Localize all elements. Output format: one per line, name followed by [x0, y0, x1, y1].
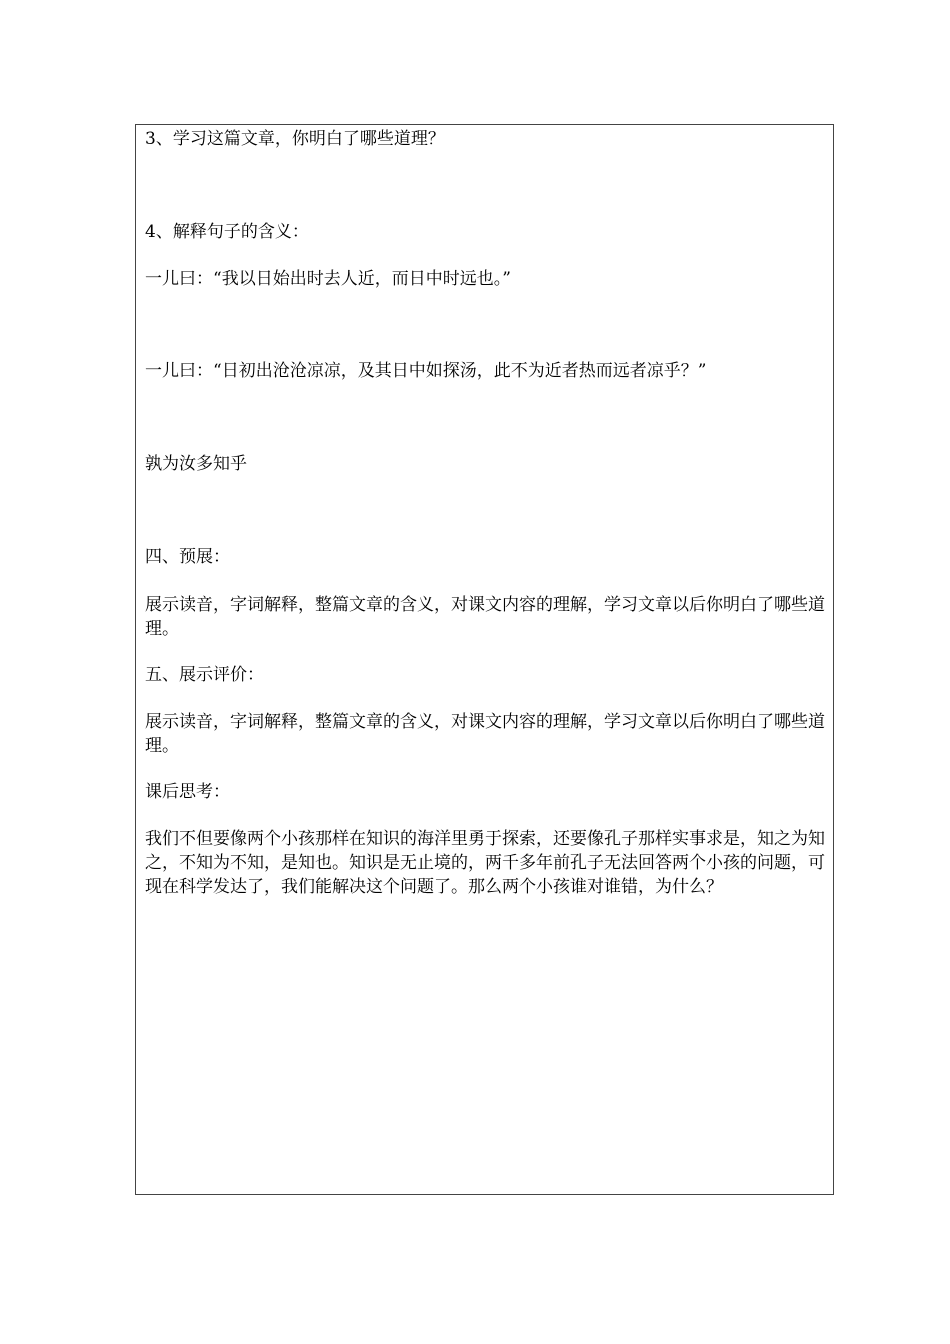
section-4-text: 展示读音，字词解释，整篇文章的含义，对课文内容的理解，学习文章以后你明白了哪些道理。	[145, 595, 825, 639]
question-3: 3、学习这篇文章，你明白了哪些道理？	[145, 129, 445, 149]
question-4: 4、解释句子的含义：	[145, 222, 309, 242]
reflection-title: 课后思考：	[145, 782, 230, 802]
sentence-3: 孰为汝多知乎	[145, 454, 247, 474]
section-5-text: 展示读音，字词解释，整篇文章的含义，对课文内容的理解，学习文章以后你明白了哪些道理。	[145, 712, 825, 756]
sentence-1: 一儿曰：“我以日始出时去人近，而日中时远也。”	[145, 269, 511, 289]
section-4-title: 四、预展：	[145, 547, 230, 567]
reflection-text: 我们不但要像两个小孩那样在知识的海洋里勇于探索，还要像孔子那样实事求是，知之为知之，不知为不知，是知也。知识是无止境的，两千多年前孔子无法回答两个小孩的问题，可现在科学发达了，我们能解决这个问题了。那么两个小孩谁对谁错，为什么？	[145, 829, 825, 897]
section-5-title: 五、展示评价：	[145, 665, 264, 685]
sentence-2: 一儿曰：“日初出沧沧凉凉，及其日中如探汤，此不为近者热而远者凉乎？”	[145, 361, 707, 381]
